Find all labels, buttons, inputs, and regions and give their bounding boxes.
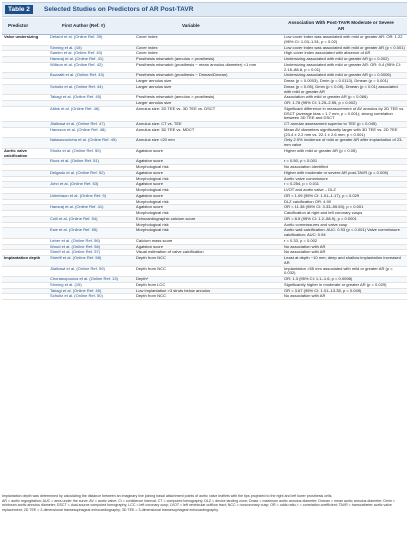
- table-row: [2, 107, 407, 122]
- author-cell[interactable]: Colli et al. (Online Ref. 54): [50, 215, 98, 221]
- predictor-cell: [2, 228, 48, 238]
- table-footnotes: [2, 494, 407, 513]
- predictor-cell: [2, 73, 48, 78]
- column-header-row: [2, 18, 407, 35]
- column-header-predictor: Predictor: [8, 23, 29, 28]
- predictor-cell: [2, 283, 48, 288]
- predictor-cell: [2, 85, 48, 95]
- variable-cell: Annulus size: CT vs. TEE: [136, 121, 182, 126]
- association-cell: No association with AR: [284, 243, 326, 249]
- association-cell: OR = 1.09 (95% CI: 1.01–1.17), p = 0.029: [284, 192, 360, 198]
- predictor-cell: [2, 277, 48, 282]
- variable-cell: Annulus size <20 mm: [136, 137, 175, 143]
- author-cell[interactable]: Nalaworuutcha et al. (Online Ref. 49): [50, 137, 117, 143]
- table-header: [2, 2, 407, 17]
- predictor-cell: [2, 79, 48, 84]
- association-cell: OR: 1.3 (95% CI: 1.1–1.6, p = 0.0098): [284, 276, 353, 281]
- association-cell: Low cover index was associated with mild or greater AR (p < 0.001): [284, 44, 405, 50]
- variable-cell: Cover index: [136, 50, 158, 56]
- variable-cell: Morphological risk: [136, 164, 169, 169]
- predictor-cell: [2, 289, 48, 294]
- predictor-cell: [2, 217, 48, 222]
- variable-cell: Agatston score: [136, 204, 163, 210]
- association-cell: Significant difference in measurement of AV annulus by 2D TEE vs. DSCT (average bias = 1.7 mm, p = 0.001); strong correlation between 3D TEE and DSCT: [284, 105, 405, 121]
- association-cell: Aortic valve commissure: [284, 175, 328, 181]
- association-cell: OR = 11.38 (95% CI: 3.33–55.53), p < 0.001: [284, 204, 364, 210]
- predictor-cell: [2, 138, 48, 148]
- variable-cell: Prosthesis mismatch (annulus > prosthesis): [136, 94, 215, 100]
- association-cell: No association with AR: [284, 293, 326, 299]
- variable-cell: Cover index: [136, 34, 158, 39]
- predictor-cell: [2, 267, 48, 277]
- association-cell: Aortic commissures and valve cusp: [284, 221, 348, 227]
- column-header-variable: Variable: [182, 23, 200, 28]
- variable-cell: Echocardiographic calcium score: [136, 215, 196, 221]
- variable-cell: Agatston score: [136, 192, 163, 198]
- association-cell: Significantly higher in moderate or greater AR (p = 0.029): [284, 281, 387, 287]
- variable-cell: Cover index: [136, 44, 158, 50]
- predictor-cell: [2, 165, 48, 170]
- variable-cell: Morphological risk: [136, 175, 169, 181]
- variable-cell: Agatston score: [136, 147, 163, 153]
- predictor-cell: [2, 188, 48, 193]
- variable-cell: Depth*: [136, 276, 149, 281]
- author-cell[interactable]: Leber et al. (Online Ref. 56): [50, 237, 100, 243]
- association-cell: OR = 3.67 (95% CI: 1.01–13.35, p = 0.049): [284, 287, 362, 293]
- table-tag: Table 2: [5, 5, 33, 14]
- predictor-cell: [2, 57, 48, 62]
- association-cell: Undersizing associated with mild or greater AR: OR: 9.4 (95% CI: 2.15–88.8, p < 0.01): [284, 61, 401, 72]
- author-cell[interactable]: Takagi et al. (Online Ref. 45): [50, 287, 102, 293]
- association-cell: OR: 1.78 (95% CI: 1.25–2.55, p = 0.002): [284, 100, 357, 105]
- predictor-cell: [2, 294, 48, 299]
- variable-cell: Morphological risk: [136, 187, 169, 192]
- variable-cell: Agatston score: [136, 158, 163, 164]
- author-cell[interactable]: Sheriff et al. (Online Ref. 58): [50, 255, 102, 260]
- predictor-cell: Valve undersizing: [4, 34, 39, 39]
- association-cell: High cover index associated with absence of AR: [284, 50, 371, 56]
- variable-cell: Annulus size: 3D TEE vs. MDCT: [136, 126, 195, 132]
- association-cell: CT annular assessment superior to TEE (p = 0.045): [284, 121, 377, 126]
- association-cell: r = 0.50, p < 0.001: [284, 158, 318, 164]
- predictor-cell: [2, 182, 48, 187]
- variable-cell: Morphological risk: [136, 198, 169, 204]
- predictor-cell: [2, 194, 48, 199]
- association-cell: Dmax (p = 0.0003), Dmin (p = 0.0113), Dmean (p = 0.001): [284, 78, 389, 83]
- column-header-author: First Author (Ref. #): [62, 23, 105, 28]
- table-row: [2, 256, 407, 267]
- author-cell[interactable]: Roos et al. (Online Ref. 51): [50, 158, 100, 164]
- association-cell: DLZ calcification OR: 4.90: [284, 198, 332, 204]
- author-cell[interactable]: Schultz et al. (Online Ref. 50): [50, 293, 103, 299]
- variable-cell: Agatston score: [136, 243, 163, 249]
- predictor-cell: [2, 95, 48, 100]
- predictor-cell: [2, 128, 48, 138]
- association-cell: Aortic wall calcification: AUC: 0.93 (p < 0.001) Valve commissure calcification: AUC: 0.94: [284, 227, 400, 237]
- association-cell: r = 0.254, p = 0.011: [284, 181, 320, 187]
- author-cell[interactable]: Delgado et al. (Online Ref. 52): [50, 169, 105, 175]
- footnote: AR = aortic regurgitation; AUC = area under the curve; AV = aortic valve; CI = confidence interval; CT = computed tomography; DLZ = device landing zone; Dmax = maximum aortic annulus diameter; Dmean = mean aortic annulus diameter; Dmin = minimum aortic annulus diameter; DSCT = dual-source computed tomography; LCC = left coronary cusp; LVOT = left ventricular outflow tract; NCC = noncoronary cusp; OR = odds ratio; r = correlation coefficient; TAVR = transcatheter aortic valve replacement; 2D TEE = 2-dimensional transesophageal echocardiography; 3D TEE = 3-dimensional transesophageal echocardiography.: [2, 499, 395, 512]
- variable-cell: Larger annulus size: [136, 78, 172, 83]
- author-cell[interactable]: Sinning et al. (15): [50, 44, 82, 50]
- author-cell[interactable]: Sherif et al. (Online Ref. 57): [50, 249, 101, 255]
- author-cell[interactable]: Samim et al. (Online Ref. 40): [50, 50, 103, 56]
- association-cell: No association identified: [284, 164, 328, 169]
- association-cell: Mean AV diameters significantly larger with 3D TEE vs. 2D TEE (23.4 ± 2.2 mm vs. 22.1 ± 2.6 mm; p < 0.001): [284, 126, 398, 137]
- variable-cell: Depth from LCC: [136, 281, 166, 287]
- variable-cell: Prosthesis mismatch (prosthesis − mean annulus diameter) <1 mm: [136, 61, 257, 67]
- association-cell: Low cover index was associated with mild or greater AR: OR: 1.22 (95% CI: 1.03–1.51, p = 0.02): [284, 34, 403, 44]
- predictor-cell: Aortic valve calcification: [4, 147, 28, 158]
- author-cell[interactable]: Wood et al. (Online Ref. 56): [50, 243, 101, 249]
- association-cell: OR = 8.5 (95% CI: 1.2–58.9), p = 0.0001: [284, 215, 357, 221]
- predictor-cell: [2, 171, 48, 176]
- predictor-cell: [2, 245, 48, 250]
- predictor-cell: [2, 239, 48, 244]
- variable-cell: Larger annulus size: [136, 100, 172, 105]
- association-cell: Only 2.9% incidence of mild or greater AR after implantation of 23-mm valve: [284, 137, 403, 147]
- variable-cell: Larger annulus size: [136, 83, 172, 89]
- variable-cell: Morphological risk: [136, 210, 169, 215]
- variable-cell: Low implantation >3 struts below annulus: [136, 287, 211, 293]
- table-body: [2, 35, 407, 300]
- author-cell[interactable]: Unbehaun et al. (Online Ref. 9): [50, 192, 107, 198]
- author-cell[interactable]: Sinning et al. (15): [50, 281, 82, 287]
- table-row: [2, 294, 407, 300]
- author-cell[interactable]: Schultz et al. (Online Ref. 44): [50, 83, 103, 89]
- predictor-cell: [2, 63, 48, 73]
- table-title: Selected Studies on Predictors of AR Post-TAVR: [44, 6, 194, 13]
- predictor-cell: Implantation depth: [4, 255, 41, 260]
- author-cell[interactable]: Takagi et al. (Online Ref. 45): [50, 94, 102, 100]
- variable-cell: Prosthesis mismatch (prosthesis − Dmean/Dmean): [136, 72, 228, 78]
- author-cell[interactable]: Altiok et al. (Online Ref. 46): [50, 105, 100, 111]
- author-cell[interactable]: John et al. (Online Ref. 53): [50, 181, 99, 187]
- author-cell[interactable]: Hansson et al. (Online Ref. 48): [50, 126, 106, 132]
- variable-cell: Annulus size: 2D TEE vs. 3D TEE vs. DSCT: [136, 105, 216, 111]
- variable-cell: Visual estimation of valve calcification: [136, 249, 204, 255]
- association-cell: No association with AR: [284, 249, 326, 255]
- predictor-cell: [2, 101, 48, 106]
- association-cell: Association with mild or greater AR (p = 0.066): [284, 94, 368, 100]
- table-row: [2, 35, 407, 46]
- variable-cell: Morphological risk: [136, 221, 169, 227]
- predictor-cell: [2, 200, 48, 205]
- variable-cell: Agatston score: [136, 181, 163, 187]
- author-cell[interactable]: Shultz et al. (Online Ref. 50): [50, 147, 101, 153]
- predictor-cell: [2, 107, 48, 121]
- author-cell[interactable]: Willson et al. (Online Ref. 42): [50, 61, 103, 67]
- association-cell: Calcification at right and left coronary cusps: [284, 210, 363, 215]
- variable-cell: Depth from NCC: [136, 265, 166, 271]
- association-cell: Least at depth ~10 mm; deep and shallow implantation increased AR: [284, 255, 401, 265]
- author-cell[interactable]: Ewe et al. (Online Ref. 55): [50, 227, 98, 233]
- association-cell: Dmax (p = 0.05), Dmin (p < 0.05), Dmean (p < 0.01) associated with mild or greater AR: [284, 83, 398, 94]
- variable-cell: Depth from NCC: [136, 293, 166, 299]
- author-cell[interactable]: Buzzatti et al. (Online Ref. 43): [50, 72, 104, 78]
- author-cell[interactable]: Hansraj et al. (Online Ref. 41): [50, 204, 104, 210]
- variable-cell: Depth from NCC: [136, 255, 166, 260]
- association-cell: Implantation >55 mm associated with mild or greater AR (p = 0.032): [284, 265, 393, 276]
- association-cell: Undersizing associated with mild or greater AR (p = 0.0006): [284, 72, 391, 78]
- association-cell: Undersizing associated with mild or greater AR (p = 0.002): [284, 56, 389, 61]
- predictor-cell: [2, 205, 48, 210]
- predictor-cell: [2, 159, 48, 164]
- predictor-cell: [2, 177, 48, 182]
- predictor-cell: [2, 51, 48, 56]
- association-cell: LVOT and aortic valve – DLZ: [284, 187, 336, 192]
- predictor-cell: [2, 211, 48, 216]
- variable-cell: Prosthesis mismatch (annulus > prosthesis): [136, 56, 215, 61]
- footnote: Implantation depth was determined by calculating the distance between an imaginary line joining basal attachment points of aortic valve leaflets with the tips projected to the right and left lower prosthesis cells.: [2, 494, 333, 498]
- author-cell[interactable]: Hansraj et al. (Online Ref. 41): [50, 56, 104, 61]
- association-cell: Higher with moderate or severe AR post-TAVR (p = 0.005): [284, 169, 389, 175]
- predictor-cell: [2, 223, 48, 228]
- variable-cell: Calcium mass score: [136, 237, 173, 243]
- association-cell: Higher with mild or greater AR (p < 0.05): [284, 147, 357, 153]
- predictor-cell: [2, 46, 48, 51]
- predictor-cell: [2, 122, 48, 127]
- variable-cell: Morphological risk: [136, 227, 169, 233]
- author-cell[interactable]: Jilaihawi et al. (Online Ref. 47): [50, 121, 105, 126]
- variable-cell: Agatston score: [136, 169, 163, 175]
- author-cell[interactable]: Chorianopoulos et al. (Online Ref. 13): [50, 276, 118, 281]
- author-cell[interactable]: Jilaihawi et al. (Online Ref. 59): [50, 265, 105, 271]
- column-header-association: Association With Post-TAVR Moderate or Severe AR: [288, 20, 394, 31]
- author-cell[interactable]: Détaint et al. (Online Ref. 39): [50, 34, 103, 39]
- association-cell: r = 0.33, p = 0.002: [284, 237, 318, 243]
